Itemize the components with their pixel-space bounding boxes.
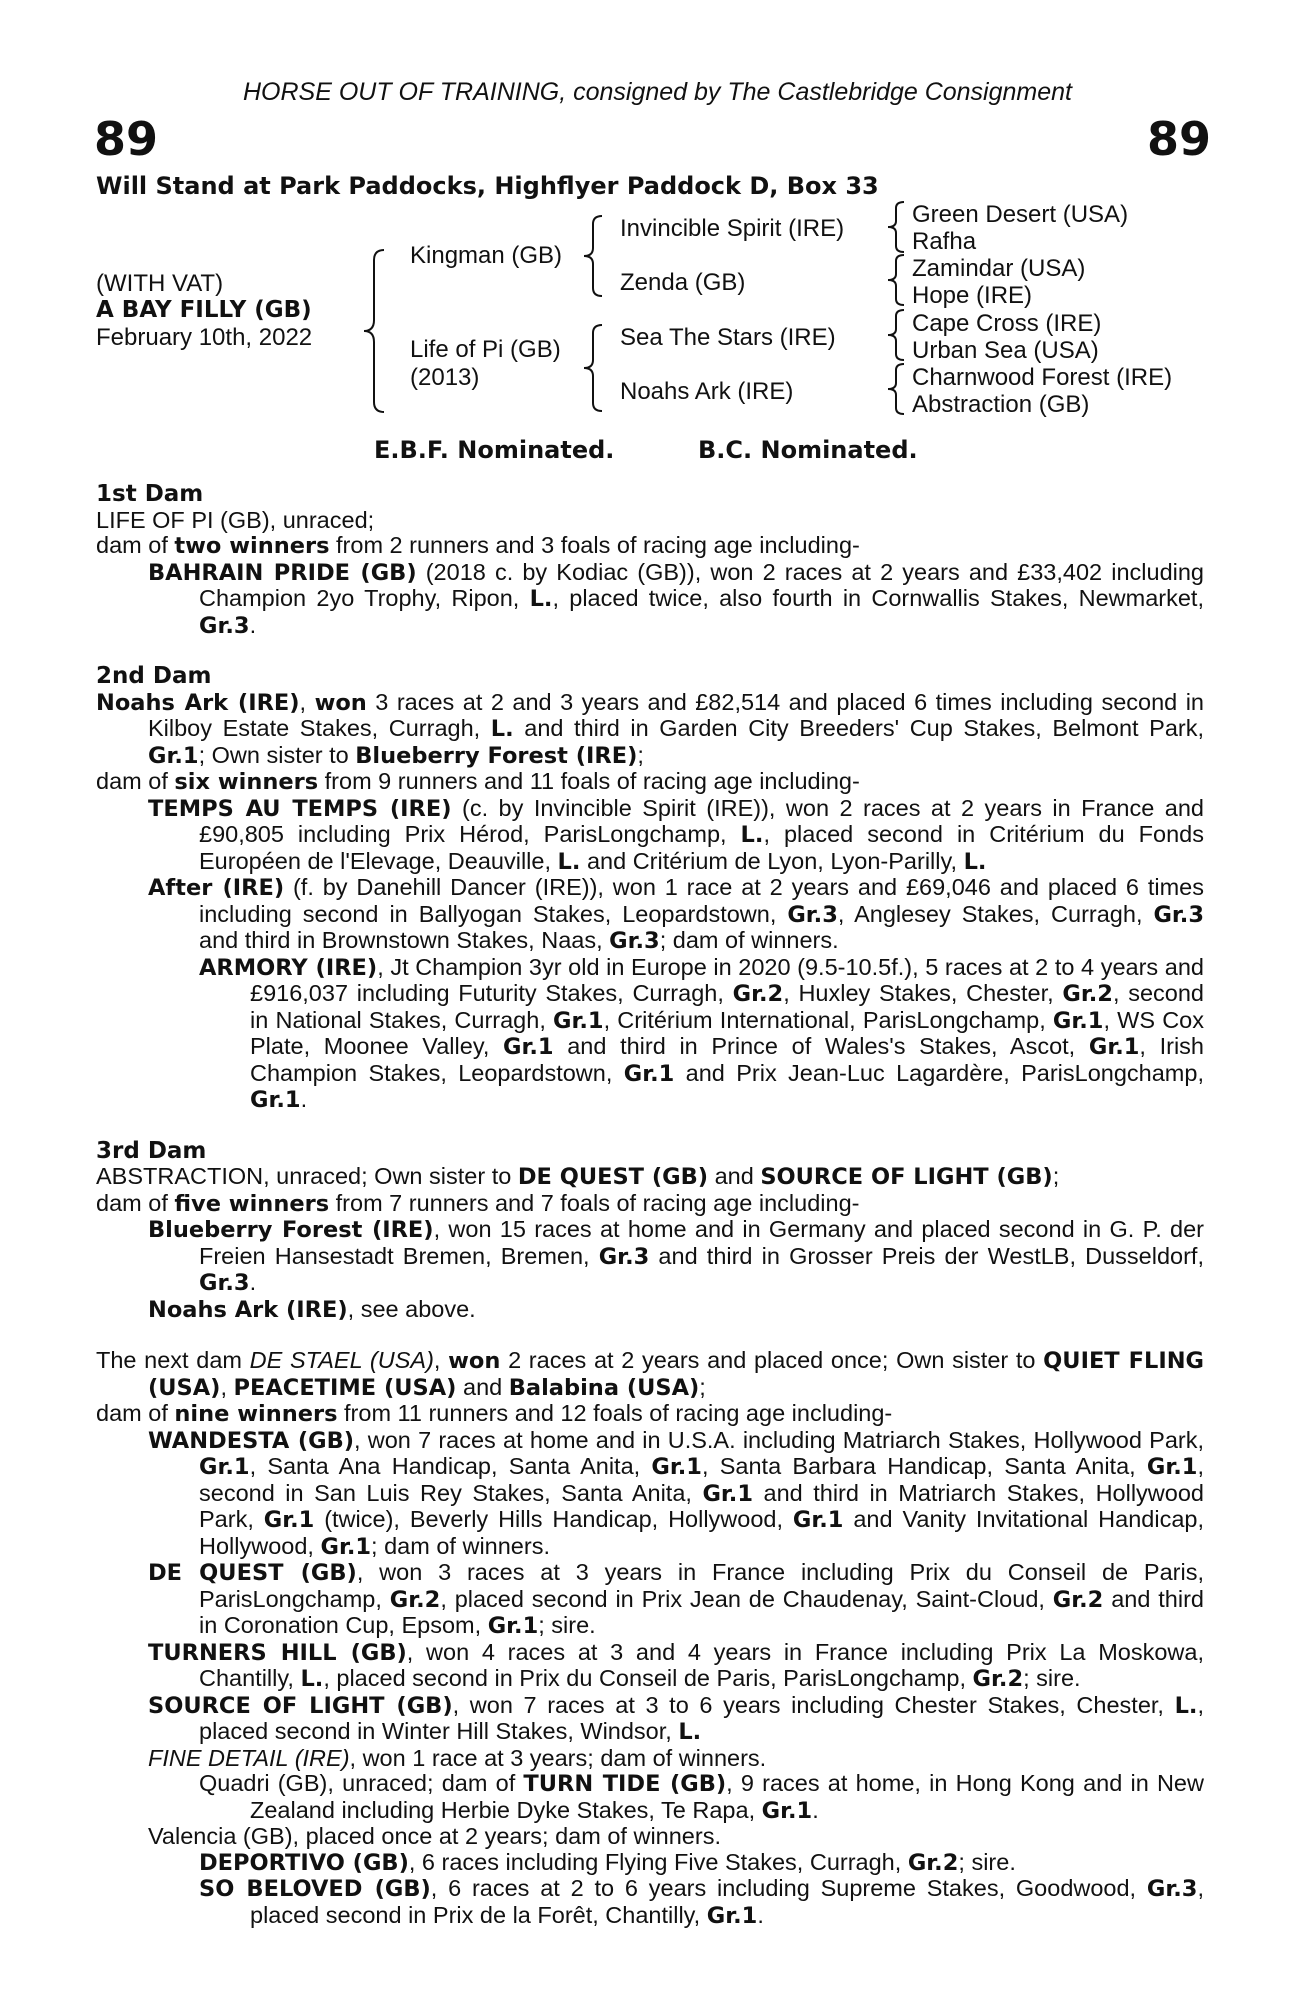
third-dam-heading: 3rd Dam	[96, 1137, 207, 1164]
ss-sire: Green Desert (USA)	[912, 201, 1129, 228]
ds-sire: Cape Cross (IRE)	[912, 310, 1102, 337]
sire-name: Kingman (GB)	[410, 242, 563, 269]
produce-entry: Noahs Ark (IRE), see above.	[148, 1295, 476, 1323]
pedigree-brace-ss	[886, 200, 910, 254]
produce-entry: ARMORY (IRE), Jt Champion 3yr old in Europe in 2020 (9.5-10.5f.), 5 races at 2 to 4 years and £916,037 including Futurity Stakes, Curragh, Gr.2, Huxley Stakes, Chester, Gr.2, second in National Stakes, Curragh, Gr.1, Critérium International, ParisLongchamp, Gr.1, WS Cox Plate, Moonee Valley, Gr.1 and third in Prince of Wales's Stakes, Ascot, Gr.1, Irish Champion Stakes, Leopardstown, Gr.1 and Prix Jean-Luc Lagardère, ParisLongchamp, Gr.1.	[199, 953, 1204, 1113]
first-dam-line: LIFE OF PI (GB), unraced;	[96, 506, 375, 533]
dam-name: Life of Pi (GB)	[410, 336, 561, 363]
produce-entry: SO BELOVED (GB), 6 races at 2 to 6 years including Supreme Stakes, Goodwood, Gr.3, placed second in Prix de la Forêt, Chantilly, Gr.1.	[199, 1875, 1204, 1929]
second-dam-entry: Noahs Ark (IRE), won 3 races at 2 and 3 years and £82,514 and placed 6 times including second in Kilboy Estate Stakes, Curragh, L. and third in Garden City Breeders' Cup Stakes, Belmont Park, Gr.1; Own sister to Blueberry Forest (IRE);	[96, 688, 1205, 769]
produce-entry: Valencia (GB), placed once at 2 years; dam of winners.	[148, 1823, 721, 1849]
dam-sire: Sea The Stars (IRE)	[620, 324, 836, 351]
produce-entry: TURNERS HILL (GB), won 4 races at 3 and 4 years in France including Prix La Moskowa, Chantilly, L., placed second in Prix du Conseil de Paris, ParisLongchamp, Gr.2; sire.	[148, 1638, 1204, 1692]
produce-entry: DEPORTIVO (GB), 6 races including Flying Five Stakes, Curragh, Gr.2; sire.	[199, 1848, 1016, 1876]
produce-entry: SOURCE OF LIGHT (GB), won 7 races at 3 to 6 years including Chester Stakes, Chester, L., placed second in Winter Hill Stakes, Windsor, L.	[148, 1691, 1204, 1745]
sd-sire: Zamindar (USA)	[912, 255, 1086, 282]
pedigree-brace-sd	[886, 253, 910, 307]
pedigree-brace-main	[362, 248, 392, 414]
ss-dam: Rafha	[912, 228, 977, 255]
first-dam-produce: dam of two winners from 2 runners and 3 foals of racing age including-	[96, 532, 860, 559]
produce-entry: DE QUEST (GB), won 3 races at 3 years in France including Prix du Conseil de Paris, ParisLongchamp, Gr.2, placed second in Prix Jean de Chaudenay, Saint-Cloud, Gr.2 and third in Coronation Cup, Epsom, Gr.1; sire.	[148, 1559, 1204, 1639]
pedigree-brace-dd	[886, 362, 910, 416]
catalogue-body	[96, 482, 1204, 1929]
dam-dam: Noahs Ark (IRE)	[620, 378, 794, 405]
page-header: HORSE OUT OF TRAINING, consigned by The Castlebridge Consignment	[242, 78, 1073, 106]
sire-dam: Zenda (GB)	[620, 269, 746, 296]
dd-dam: Abstraction (GB)	[912, 391, 1090, 418]
produce-entry: Blueberry Forest (IRE), won 15 races at home and in Germany and placed second in G. P. der Freien Hansestadt Bremen, Bremen, Gr.3 and third in Grosser Preis der WestLB, Dusseldorf, Gr.3.	[148, 1216, 1204, 1296]
horse-name: A BAY FILLY (GB)	[96, 297, 312, 323]
lot-number-right: 89	[1146, 112, 1211, 166]
bc-nomination: B.C. Nominated.	[698, 436, 918, 464]
second-dam-heading: 2nd Dam	[96, 663, 212, 689]
third-dam-produce: dam of five winners from 7 runners and 7 foals of racing age including-	[96, 1189, 860, 1217]
lot-number-left: 89	[94, 112, 159, 166]
first-dam-heading: 1st Dam	[96, 481, 204, 507]
next-dam-entry: The next dam DE STAEL (USA), won 2 races at 2 years and placed once; Own sister to QUIET FLING (USA), PEACETIME (USA) and Balabina (USA);	[96, 1347, 1205, 1401]
dam-year: (2013)	[410, 364, 480, 391]
stand-location: Will Stand at Park Paddocks, Highflyer Paddock D, Box 33	[96, 172, 879, 200]
dd-sire: Charnwood Forest (IRE)	[912, 364, 1173, 391]
produce-entry: Quadri (GB), unraced; dam of TURN TIDE (GB), 9 races at home, in Hong Kong and in New Zealand including Herbie Dyke Stakes, Te Rapa, Gr.1.	[199, 1770, 1204, 1824]
produce-entry: WANDESTA (GB), won 7 races at home and in U.S.A. including Matriarch Stakes, Hollywood Park, Gr.1, Santa Ana Handicap, Santa Anita, Gr.1, Santa Barbara Handicap, Santa Anita, Gr.1, second in San Luis Rey Stakes, Santa Anita, Gr.1 and third in Matriarch Stakes, Hollywood Park, Gr.1 (twice), Beverly Hills Handicap, Hollywood, Gr.1 and Vanity Invitational Handicap, Hollywood, Gr.1; dam of winners.	[148, 1426, 1204, 1560]
third-dam-entry: ABSTRACTION, unraced; Own sister to DE QUEST (GB) and SOURCE OF LIGHT (GB);	[96, 1163, 1060, 1190]
pedigree-brace-ds	[886, 308, 910, 362]
ebf-nomination: E.B.F. Nominated.	[374, 436, 615, 464]
sire-sire: Invincible Spirit (IRE)	[620, 215, 845, 242]
second-dam-produce: dam of six winners from 9 runners and 11 foals of racing age including-	[96, 768, 860, 795]
produce-entry: FINE DETAIL (IRE), won 1 race at 3 years; dam of winners.	[148, 1744, 767, 1771]
vat-label: (WITH VAT)	[96, 270, 224, 297]
ds-dam: Urban Sea (USA)	[912, 337, 1099, 364]
pedigree-brace-sire	[582, 214, 608, 298]
sd-dam: Hope (IRE)	[912, 282, 1033, 309]
produce-entry: BAHRAIN PRIDE (GB) (2018 c. by Kodiac (GB)), won 2 races at 2 years and £33,402 including Champion 2yo Trophy, Ripon, L., placed twice, also fourth in Cornwallis Stakes, Newmarket, Gr.3.	[148, 558, 1204, 639]
next-dam-produce: dam of nine winners from 11 runners and 12 foals of racing age including-	[96, 1400, 893, 1427]
produce-entry: After (IRE) (f. by Danehill Dancer (IRE)), won 1 race at 2 years and £69,046 and placed 6 times including second in Ballyogan Stakes, Leopardstown, Gr.3, Anglesey Stakes, Curragh, Gr.3 and third in Brownstown Stakes, Naas, Gr.3; dam of winners.	[148, 874, 1204, 954]
foaling-date: February 10th, 2022	[96, 324, 313, 351]
pedigree-brace-dam	[582, 323, 608, 413]
produce-entry: TEMPS AU TEMPS (IRE) (c. by Invincible Spirit (IRE)), won 2 races at 2 years in France and £90,805 including Prix Hérod, ParisLongchamp, L., placed second in Critérium du Fonds Européen de l'Elevage, Deauville, L. and Critérium de Lyon, Lyon-Parilly, L.	[148, 794, 1204, 875]
